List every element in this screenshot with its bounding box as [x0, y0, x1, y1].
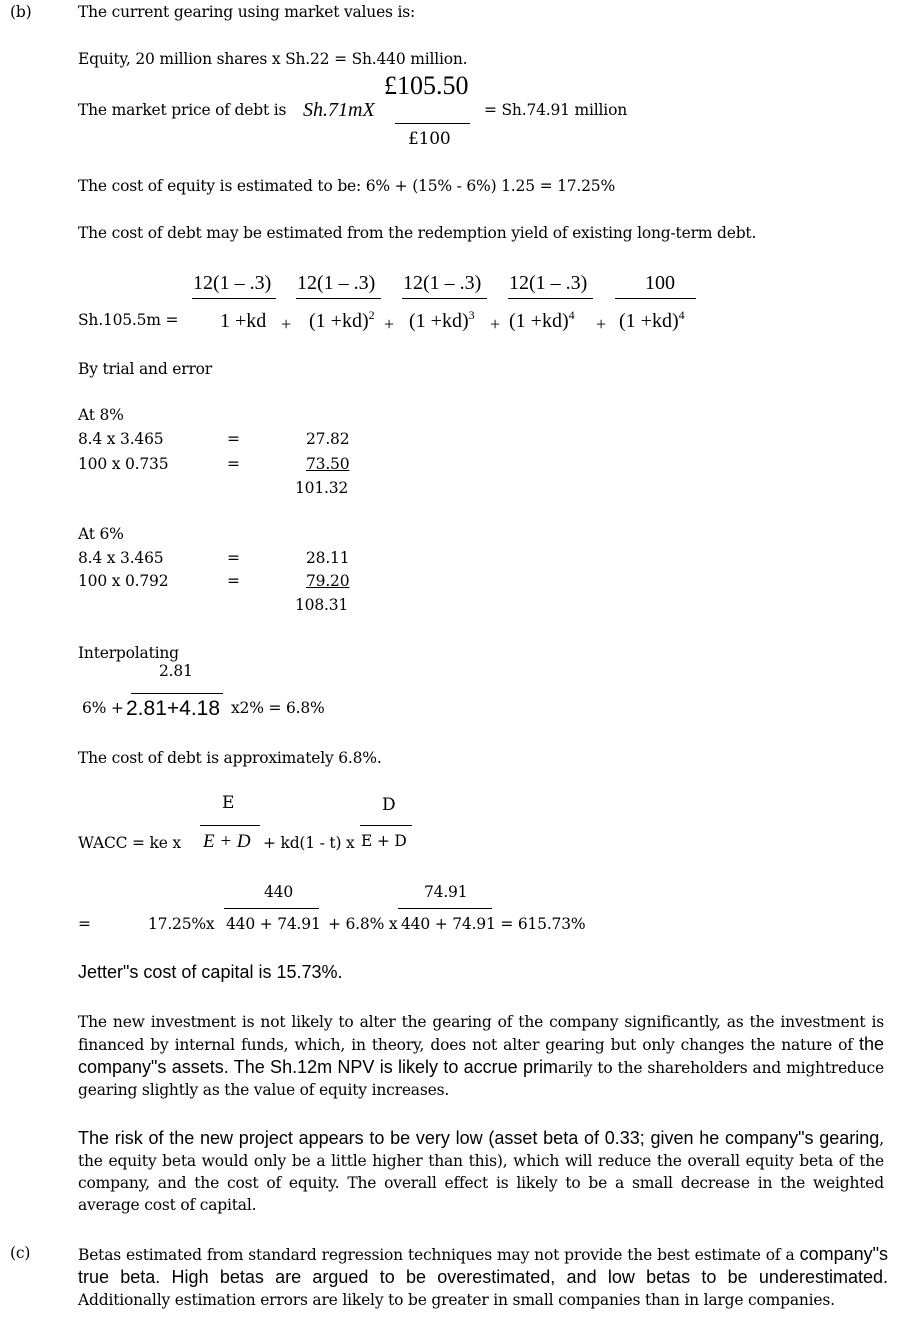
at8-eq-2: =	[227, 455, 240, 473]
interp-suffix: x2% = 6.8%	[231, 699, 325, 717]
trial-error-line: By trial and error	[78, 360, 213, 378]
yield-bar-3	[402, 298, 487, 299]
yield-numerator-5: 100	[645, 272, 675, 294]
yield-denominator-3: $(1 +kd)^3$	[409, 308, 475, 332]
at8-total: 101.32	[295, 479, 349, 497]
yield-bar-1	[192, 298, 276, 299]
wacc-calc-bar-e	[224, 908, 319, 909]
debt-denominator: £100	[408, 129, 451, 149]
section-c-label: (c)	[10, 1244, 31, 1262]
wacc-calc-eq: =	[78, 915, 91, 933]
at8-heading: At 8%	[78, 406, 124, 424]
wacc-mid: + kd(1 - t) x	[263, 834, 355, 852]
at6-eq-2: =	[227, 572, 240, 590]
at8-val-2: 73.50	[306, 455, 350, 473]
at6-heading: At 6%	[78, 525, 124, 543]
cost-debt-intro: The cost of debt may be estimated from the redemption yield of existing long-term debt.	[78, 224, 757, 242]
wacc-lhs: WACC = ke x	[78, 834, 181, 852]
plus-3: +	[490, 314, 501, 334]
wacc-calc-den-e: 440 + 74.91	[226, 915, 321, 933]
at8-calc-1: 8.4 x 3.465	[78, 430, 164, 448]
wacc-bar-e	[200, 825, 260, 826]
at6-calc-1: 8.4 x 3.465	[78, 549, 164, 567]
wacc-den-e: E + D	[203, 831, 251, 852]
at6-total: 108.31	[295, 596, 349, 614]
yield-denominator-4: $(1 +kd)^4$	[509, 308, 575, 332]
conclusion-line: Jetter"s cost of capital is 15.73%.	[78, 962, 343, 982]
yield-denominator-1: 1 +kd	[220, 310, 267, 332]
at6-eq-1: =	[227, 549, 240, 567]
yield-denominator-2: $(1 +kd)^2$	[309, 308, 375, 332]
plus-4: +	[596, 314, 607, 334]
at8-eq-1: =	[227, 430, 240, 448]
yield-numerator-2: 12(1 – .3)	[297, 272, 376, 294]
at6-calc-2: 100 x 0.792	[78, 572, 169, 590]
paragraph-betas: Betas estimated from standard regression techniques may not provide the best estimate of a company"s true beta. High betas are argued to be overestimated, and low betas to be underestimated. Additionally estimation errors are likely to be greater in small companies than in large companies.	[78, 1244, 888, 1309]
yield-numerator-4: 12(1 – .3)	[509, 272, 588, 294]
wacc-bar-d	[360, 825, 412, 826]
interpolating-label: Interpolating	[78, 644, 179, 662]
debt-numerator: £105.50	[384, 71, 469, 100]
wacc-num-d: D	[382, 795, 396, 815]
yield-bar-4	[508, 298, 593, 299]
wacc-den-d: E + D	[361, 832, 407, 850]
equity-line: Equity, 20 million shares x Sh.22 = Sh.440 million.	[78, 50, 468, 68]
paragraph-investment: The new investment is not likely to alter the gearing of the company significantly, as the investment is financed by internal funds, which, in theory, does not alter gearing but only changes the nature of the company"s assets. The Sh.12m NPV is likely to accrue primarily to the shareholders and mightreduce gearing slightly as the value of equity increases.	[78, 1013, 884, 1099]
wacc-calc-mid: + 6.8% x	[328, 915, 398, 933]
cost-debt-result: The cost of debt is approximately 6.8%.	[78, 749, 382, 767]
at6-val-2: 79.20	[306, 572, 350, 590]
wacc-calc-num-e: 440	[264, 883, 293, 901]
debt-fraction-bar	[395, 123, 470, 124]
debt-prefix: The market price of debt is	[78, 101, 287, 119]
wacc-calc-pct-e: 17.25%x	[148, 915, 215, 933]
yield-numerator-3: 12(1 – .3)	[403, 272, 482, 294]
interp-prefix: 6% +	[82, 699, 124, 717]
plus-2: +	[384, 314, 395, 334]
yield-bar-2	[296, 298, 381, 299]
yield-bar-5	[615, 298, 696, 299]
wacc-calc-num-d: 74.91	[424, 883, 468, 901]
interp-denominator: 2.81+4.18	[126, 697, 221, 720]
yield-denominator-5: $(1 +kd)^4$	[619, 308, 685, 332]
wacc-num-e: E	[222, 793, 235, 813]
yield-lhs: Sh.105.5m =	[78, 311, 179, 329]
debt-sh-term: Sh.71mX	[303, 99, 375, 121]
section-b-label: (b)	[10, 3, 32, 21]
paragraph-risk: The risk of the new project appears to be very low (asset beta of 0.33; given he company"s gearing, the equity beta would only be a little higher than this), which will reduce the overall equity beta of the company, and the cost of equity. The overall effect is likely to be a small decrease in the weighted average cost of capital.	[78, 1128, 884, 1214]
plus-1: +	[281, 314, 292, 334]
wacc-calc-bar-d	[398, 908, 492, 909]
intro-line: The current gearing using market values is:	[78, 3, 416, 21]
debt-result: = Sh.74.91 million	[484, 101, 627, 119]
cost-equity-line: The cost of equity is estimated to be: 6% + (15% - 6%) 1.25 = 17.25%	[78, 177, 615, 195]
yield-numerator-1: 12(1 – .3)	[193, 272, 272, 294]
at8-calc-2: 100 x 0.735	[78, 455, 169, 473]
at8-val-1: 27.82	[306, 430, 350, 448]
wacc-calc-den-d: 440 + 74.91 = 615.73%	[401, 915, 586, 933]
interp-bar	[131, 693, 223, 694]
at6-val-1: 28.11	[306, 549, 350, 567]
interp-numerator: 2.81	[159, 662, 193, 680]
